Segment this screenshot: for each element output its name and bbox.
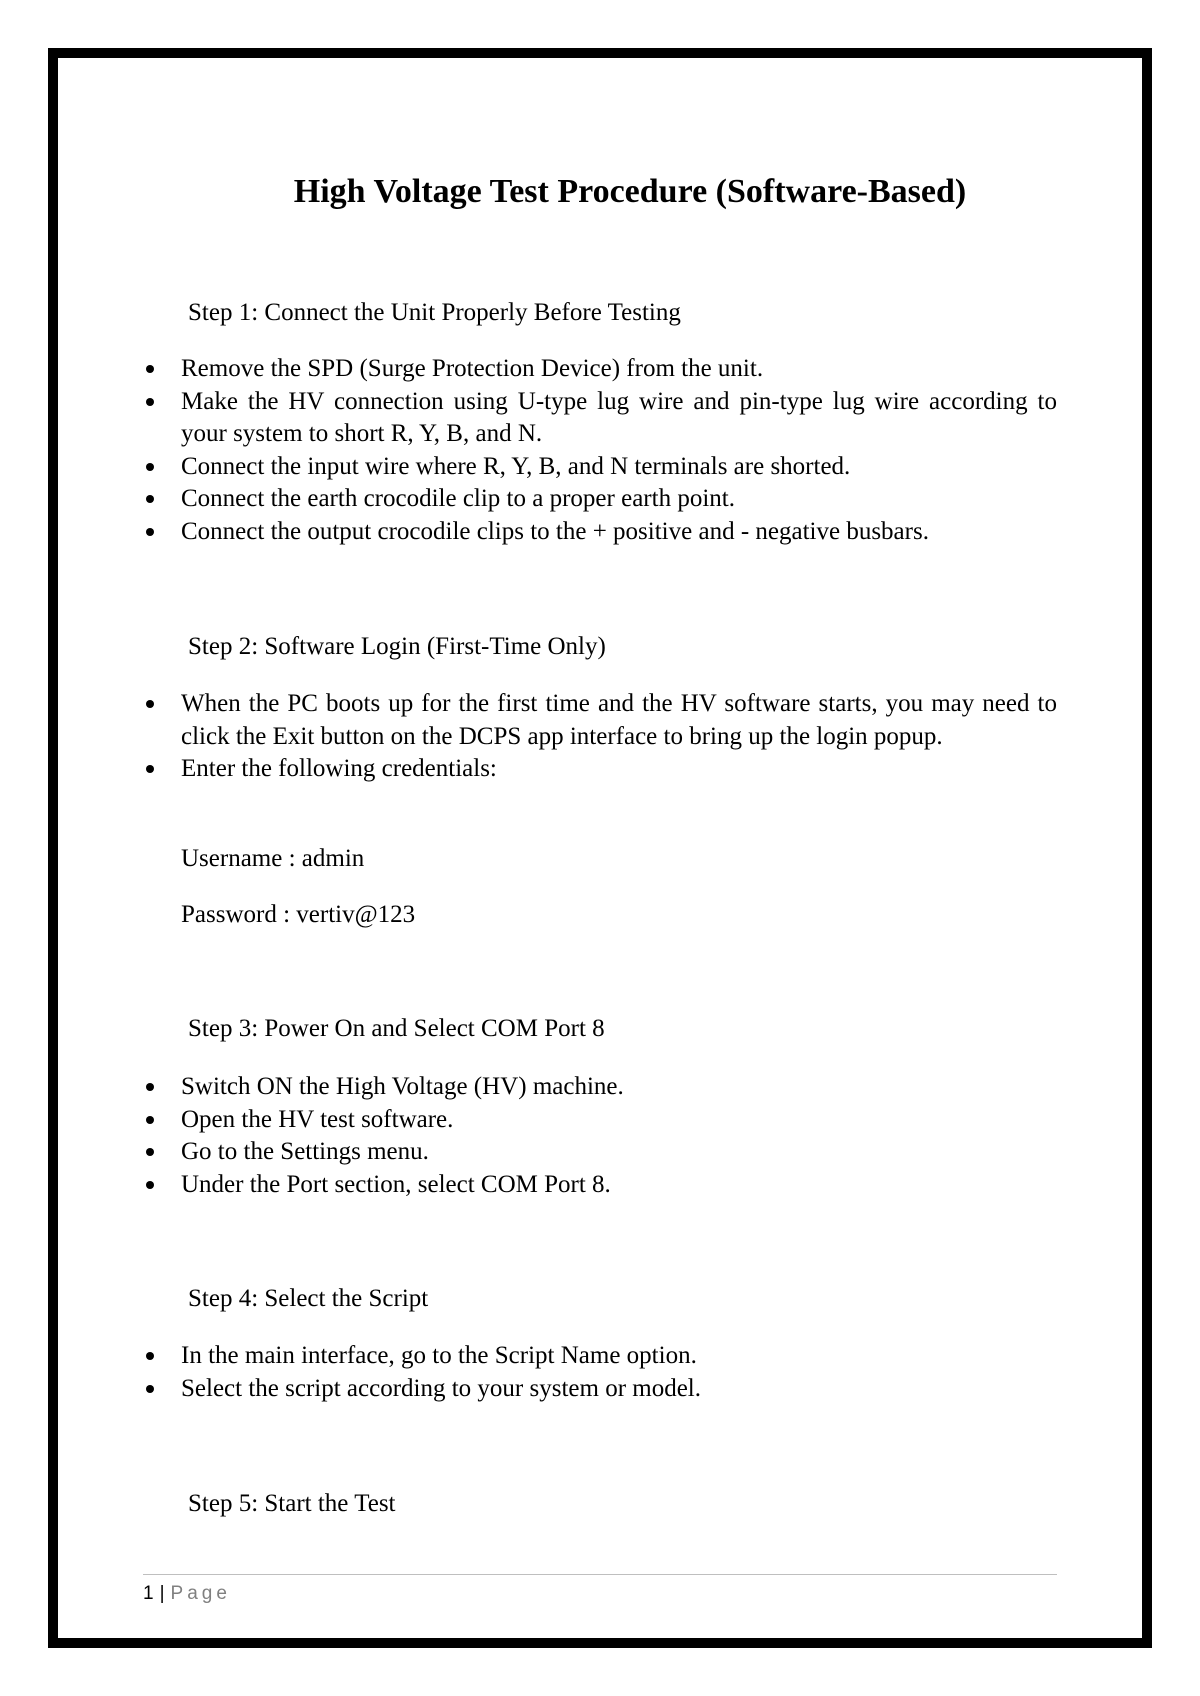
list-item: Remove the SPD (Surge Protection Device) from the unit. bbox=[143, 353, 1057, 386]
step-4-list bbox=[143, 1340, 1057, 1405]
list-item: Go to the Settings menu. bbox=[143, 1136, 1057, 1169]
document-title: High Voltage Test Procedure (Software-Based) bbox=[293, 173, 967, 210]
bullet-icon bbox=[146, 1181, 154, 1189]
page-footer bbox=[143, 1582, 231, 1606]
bullet-icon bbox=[146, 765, 154, 773]
step-3-list bbox=[143, 1071, 1057, 1201]
bullet-icon bbox=[146, 1148, 154, 1156]
bullet-icon bbox=[146, 1116, 154, 1124]
step-4-heading: Step 4: Select the Script bbox=[188, 1285, 429, 1312]
list-item: Connect the output crocodile clips to the + positive and - negative busbars. bbox=[143, 516, 1057, 549]
page-label: Page bbox=[170, 1583, 231, 1604]
bullet-icon bbox=[146, 463, 154, 471]
step-3-heading: Step 3: Power On and Select COM Port 8 bbox=[188, 1015, 605, 1042]
step-1-list bbox=[143, 353, 1057, 548]
username-line: Username : admin bbox=[181, 845, 365, 872]
bullet-icon bbox=[146, 365, 154, 373]
bullet-icon bbox=[146, 1352, 154, 1360]
list-item: Connect the earth crocodile clip to a proper earth point. bbox=[143, 483, 1057, 516]
list-item: Enter the following credentials: bbox=[143, 753, 1057, 786]
list-item: Open the HV test software. bbox=[143, 1104, 1057, 1137]
bullet-icon bbox=[146, 495, 154, 503]
bullet-icon bbox=[146, 528, 154, 536]
list-item: In the main interface, go to the Script Name option. bbox=[143, 1340, 1057, 1373]
bullet-icon bbox=[146, 1083, 154, 1091]
footer-divider bbox=[143, 1574, 1057, 1575]
list-item: When the PC boots up for the first time and the HV software starts, you may need to click the Exit button on the DCPS app interface to bring up the login popup. bbox=[143, 688, 1057, 753]
footer-separator: | bbox=[159, 1583, 165, 1604]
step-2-list bbox=[143, 688, 1057, 786]
step-2-heading: Step 2: Software Login (First-Time Only) bbox=[188, 633, 606, 660]
list-item: Under the Port section, select COM Port 8. bbox=[143, 1169, 1057, 1202]
bullet-icon bbox=[146, 1385, 154, 1393]
step-5-heading: Step 5: Start the Test bbox=[188, 1490, 396, 1517]
page-number: 1 bbox=[143, 1583, 154, 1604]
password-line: Password : vertiv@123 bbox=[181, 901, 416, 928]
list-item: Select the script according to your system or model. bbox=[143, 1373, 1057, 1406]
step-1-heading: Step 1: Connect the Unit Properly Before Testing bbox=[188, 299, 681, 326]
bullet-icon bbox=[146, 700, 154, 708]
list-item: Make the HV connection using U-type lug wire and pin-type lug wire according to your system to short R, Y, B, and N. bbox=[143, 386, 1057, 451]
list-item: Switch ON the High Voltage (HV) machine. bbox=[143, 1071, 1057, 1104]
bullet-icon bbox=[146, 398, 154, 406]
list-item: Connect the input wire where R, Y, B, and N terminals are shorted. bbox=[143, 451, 1057, 484]
